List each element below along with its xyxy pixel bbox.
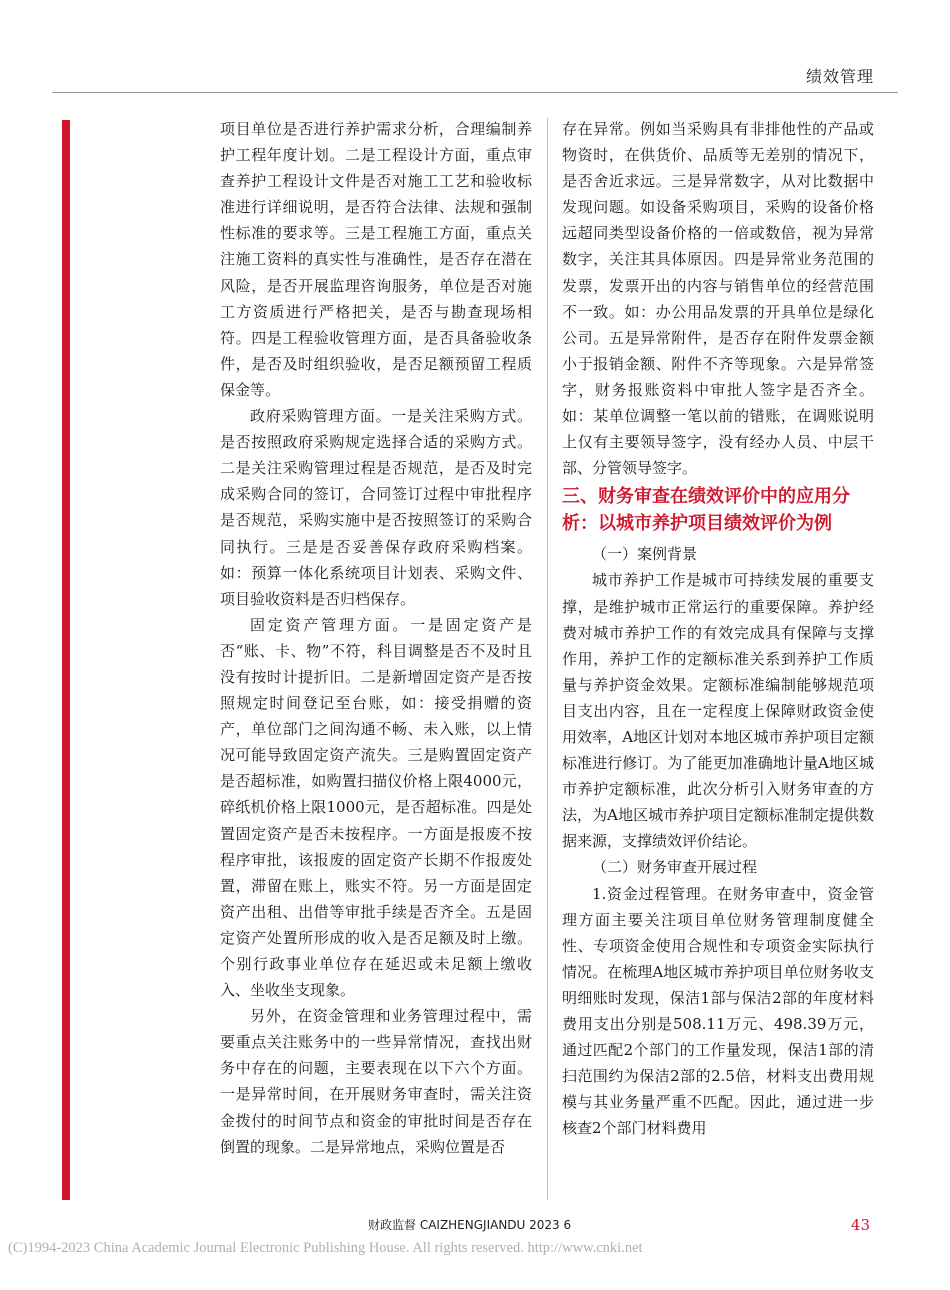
right-paragraph-1: 存在异常。例如当采购具有非排他性的产品或物资时，在供货价、品质等无差别的情况下，是否舍近求远。三是异常数字，从对比数据中发现问题。如设备采购项目，采购的设备价格远超同类型设备价格的一倍或数倍，视为异常数字，关注其具体原因。四是异常业务范围的发票，发票开出的内容与销售单位的经营范围不一致。如：办公用品发票的开具单位是绿化公司。五是异常附件，是否存在附件发票金额小于报销金额、附件不齐等现象。六是异常签字，财务报账资料中审批人签字是否齐全。如：某单位调整一笔以前的错账，在调账说明上仅有主要领导签字，没有经办人员、中层干部、分管领导签字。 — [562, 120, 874, 478]
right-paragraph-3: 1.资金过程管理。在财务审查中，资金管理方面主要关注项目单位财务管理制度健全性、专项资金使用合规性和专项资金实际执行情况。在梳理A地区城市养护项目单位财务收支明细账时发现，保洁1部与保洁2部的年度材料费用支出分别是508.11万元、498.39万元，通过匹配2个部门的工作量发现，保洁1部的清扫范围约为保洁2部的2.5倍，材料支出费用规模与其业务量严重不匹配。因此，通过进一步核查2个部门材料费用 — [562, 884, 874, 1138]
accent-bar — [62, 120, 70, 1200]
left-column — [220, 116, 532, 1160]
header-divider — [52, 92, 898, 93]
left-paragraph-3: 固定资产管理方面。一是固定资产是否“账、卡、物”不符，科目调整是否不及时且没有按时计提折旧。二是新增固定资产是否按照规定时间登记至台账，如：接受捐赠的资产，单位部门之间沟通不畅、未入账，以上情况可能导致固定资产流失。三是购置固定资产是否超标准，如购置扫描仪价格上限4000元，碎纸机价格上限1000元，是否超标准。四是处置固定资产是否未按程序。一方面是报废不按程序审批，该报废的固定资产长期不作报废处置，滞留在账上，账实不符。另一方面是固定资产出租、出借等审批手续是否齐全。五是固定资产处置所形成的收入是否足额及时上缴。个别行政事业单位存在延迟或未足额上缴收入、坐收坐支现象。 — [220, 615, 532, 1000]
subheading-case-background: （一）案例背景 — [592, 545, 698, 564]
section-heading: 三、财务审查在绩效评价中的应用分析：以城市养护项目绩效评价为例 — [562, 486, 850, 535]
copyright-notice: (C)1994-2023 China Academic Journal Electronic Publishing House. All rights reserved. http://www.cnki.net — [8, 1240, 643, 1256]
left-paragraph-2: 政府采购管理方面。一是关注采购方式。是否按照政府采购规定选择合适的采购方式。二是关注采购管理过程是否规范，是否及时完成采购合同的签订，合同签订过程中审批程序是否规范，采购实施中是否按照签订的采购合同执行。三是是否妥善保存政府采购档案。如：预算一体化系统项目计划表、采购文件、项目验收资料是否归档保存。 — [220, 407, 532, 608]
right-column — [562, 116, 874, 1141]
section-title: 绩效管理 — [805, 67, 874, 86]
subheading-review-process: （二）财务审查开展过程 — [592, 858, 758, 877]
right-paragraph-2: 城市养护工作是城市可持续发展的重要支撑，是维护城市正常运行的重要保障。养护经费对城市养护工作的有效完成具有保障与支撑作用，养护工作的定额标准关系到养护工作质量与养护资金效果。定额标准编制能够规范项目支出内容，且在一定程度上保障财政资金使用效率，A地区计划对本地区城市养护项目定额标准进行修订。为了能更加准确地计量A地区城市养护定额标准，此次分析引入财务审查的方法，为A地区城市养护项目定额标准制定提供数据来源，支撑绩效评价结论。 — [562, 571, 874, 851]
page-number: 43 — [850, 1216, 870, 1234]
column-divider — [547, 118, 548, 1200]
left-paragraph-4: 另外，在资金管理和业务管理过程中，需要重点关注账务中的一些异常情况，查找出财务中存在的问题，主要表现在以下六个方面。一是异常时间，在开展财务审查时，需关注资金拨付的时间节点和资金的审批时间是否存在倒置的现象。二是异常地点，采购位置是否 — [220, 1007, 532, 1156]
magazine-footer: 财政监督 CAIZHENGJIANDU 2023 6 — [368, 1218, 572, 1232]
left-paragraph-1: 项目单位是否进行养护需求分析，合理编制养护工程年度计划。二是工程设计方面，重点审查养护工程设计文件是否对施工工艺和验收标准进行详细说明，是否符合法律、法规和强制性标准的要求等。三是工程施工方面，重点关注施工资料的真实性与准确性，是否存在潜在风险，是否开展监理咨询服务，单位是否对施工方资质进行严格把关，是否与勘查现场相符。四是工程验收管理方面，是否具备验收条件，是否及时组织验收，是否足额预留工程质保金等。 — [220, 120, 532, 399]
